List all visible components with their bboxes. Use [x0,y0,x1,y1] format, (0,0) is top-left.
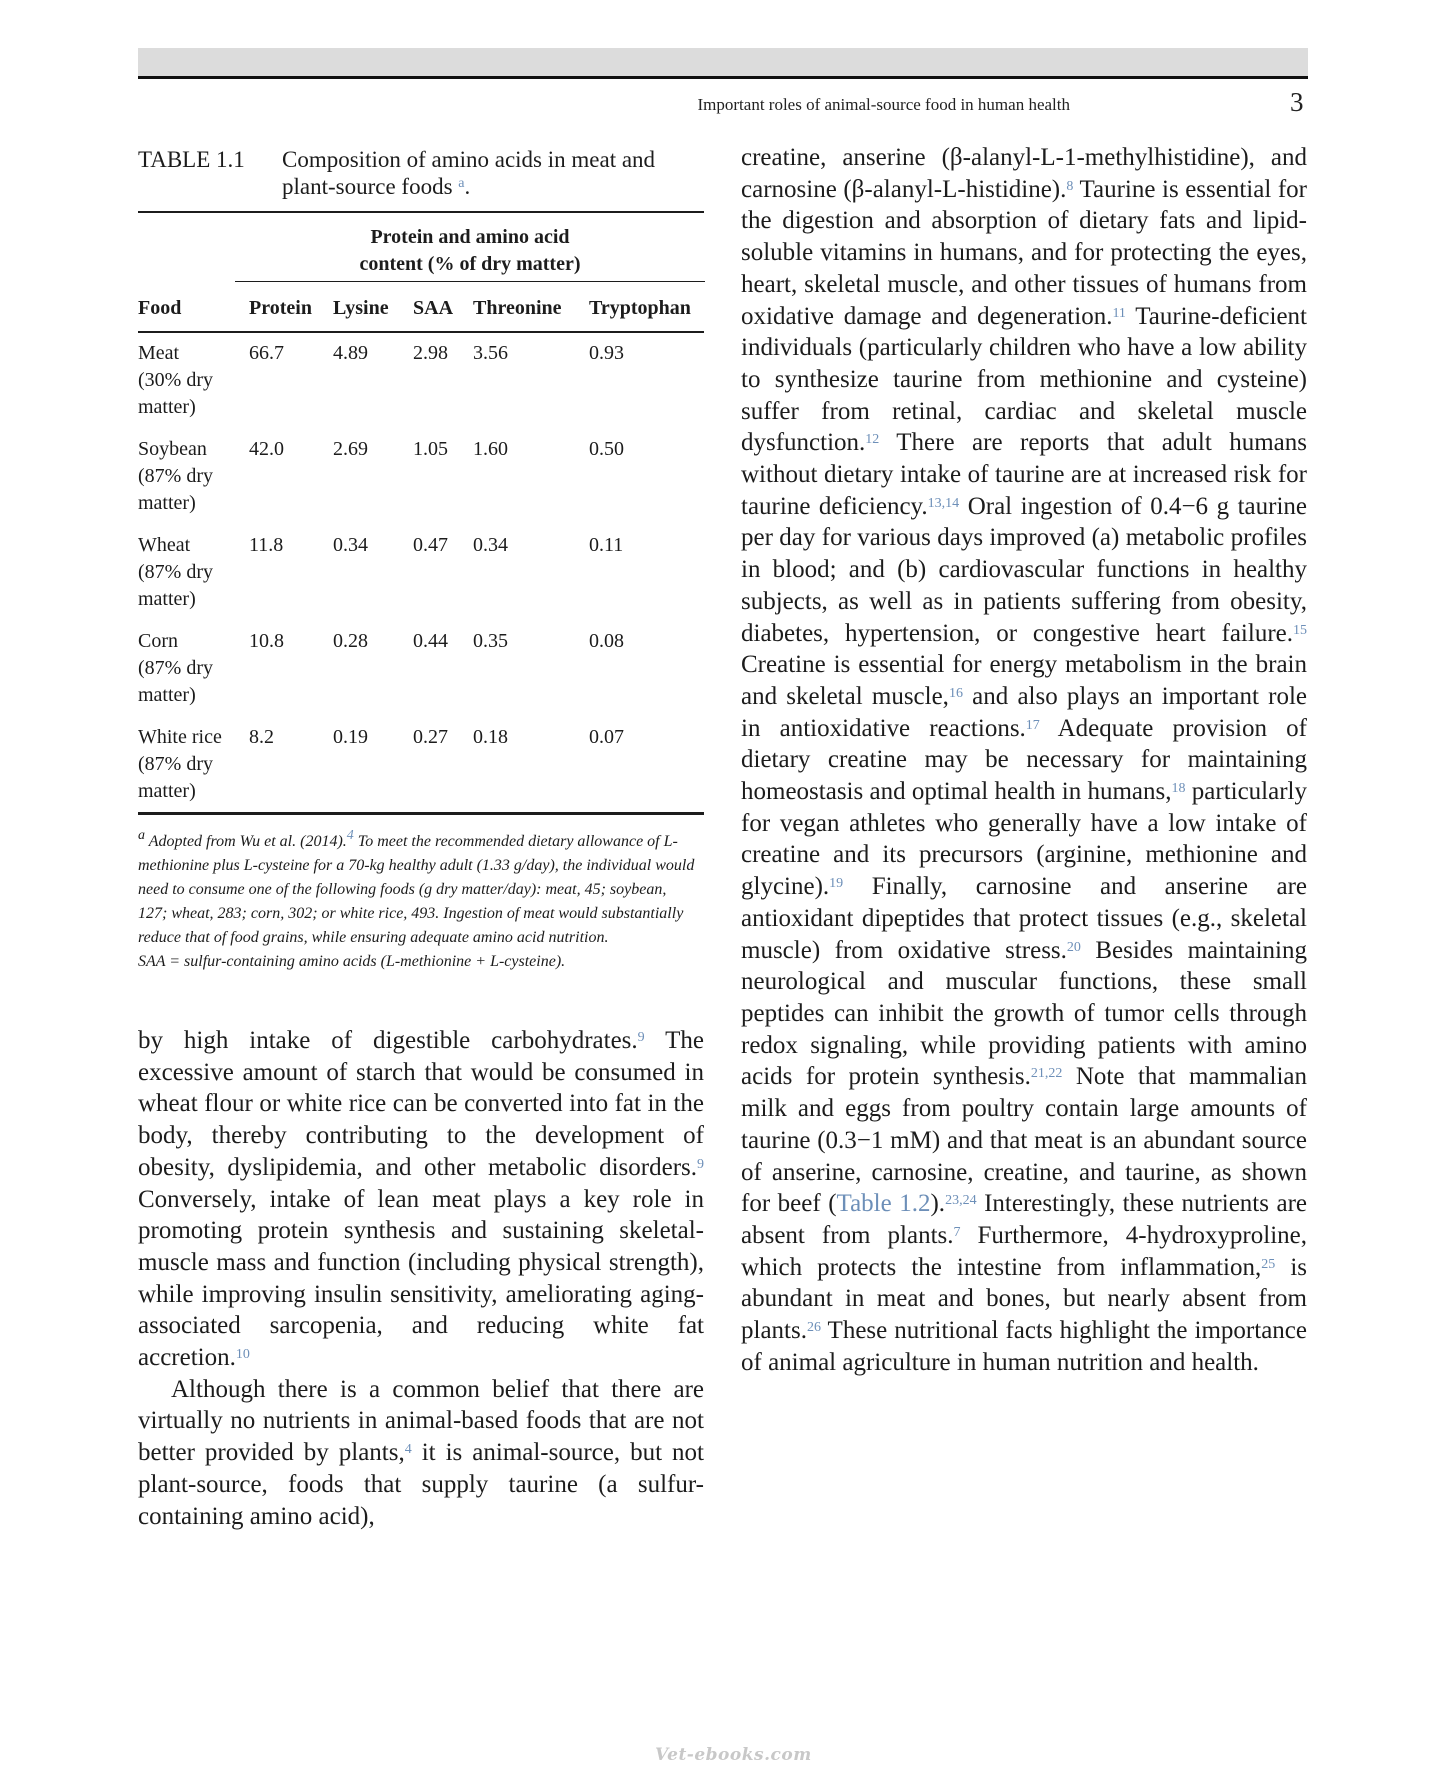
food-label-line: (87% dry [138,657,213,679]
food-label-line: White rice [138,726,222,748]
left-column-text [138,1025,704,1532]
table-row-food [138,628,238,709]
running-head: Important roles of animal-source food in human health [697,95,1070,114]
paragraph: by high intake of digestible carbohydrates.$^9$ The excessive amount of starch that would be consumed in wheat flour or white rice can be converted into fat in the body, thereby contributing to the development of obesity, dyslipidemia, and other metabolic disorders.$^9$ Conversely, intake of lean meat plays a key role in promoting protein synthesis and sustaining skeletal-muscle mass and function (including physical strength), while improving insulin sensitivity, ameliorating aging-associated sarcopenia, and reducing white fat accretion.$^{10}$ [138,1027,704,1372]
table-cell: 2.69 [333,438,368,460]
paragraph: Although there is a common belief that there are virtually no nutrients in animal-based foods that are not better provided by plants,$^4$ it is animal-source, but not plant-source, foods that supply taurine (a sulfur-containing amino acid), [138,1375,705,1530]
food-label-line: Corn [138,630,178,652]
table-cell: 0.47 [413,534,448,556]
table-row-food [138,724,238,805]
col-header-threonine: Threonine [473,297,562,319]
table-cell: 0.34 [333,534,368,556]
table-row-food [138,436,238,517]
table-top-rule [138,211,704,213]
col-header-protein: Protein [249,297,312,319]
table-cell: 2.98 [413,342,448,364]
food-label-line: (30% dry [138,369,213,391]
table-cell: 0.34 [473,534,508,556]
col-header-saa: SAA [413,297,454,319]
table-cell: 0.50 [589,438,624,460]
table-footnote: $^a$ Adopted from Wu et al. (2014).$^4$ To meet the recommended dietary allowance of L-methionine plus L-cysteine for a 70-kg healthy adult (1.33 g/day), the individual would need to consume one of the following foods (g dry matter/day): meat, 45; soybean, 127; wheat, 283; corn, 302; or white rice, 493. Ingestion of meat would substantially reduce that of food grains, while ensuring adequate amino acid nutrition. SAA = sulfur-containing amino acids (L-methionine + L-cysteine). [138,830,698,974]
food-label-line: (87% dry [138,753,213,775]
right-column-text [741,142,1307,1378]
footnote-saa: SAA = sulfur-containing amino acids (L-methionine + L-cysteine). [138,953,566,970]
table-cell: 1.05 [413,438,448,460]
table-cell: 11.8 [249,534,284,556]
table-cell: 1.60 [473,438,508,460]
food-label-line: Meat [138,342,180,364]
table-title: Composition of amino acids in meat and plant-source foods $^a$. [282,147,656,199]
paragraph: creatine, anserine (β-alanyl-L-1-methylhistidine), and carnosine (β-alanyl-L-histidine).$^8$ Taurine is essential for the digestion and absorption of dietary fats and lipid-soluble vitamins in humans, and for protecting the eyes, heart, skeletal muscle, and other tissues of humans from oxidative damage and degeneration.$^{11}$ Taurine-deficient individuals (particularly children who have a low ability to synthesize taurine from methionine and cysteine) suffer from retinal, cardiac and skeletal muscle dysfunction.$^{12}$ There are reports that adult humans without dietary intake of taurine are at increased risk for taurine deficiency.$^{13,14}$ Oral ingestion of 0.4−6 g taurine per day for various days improved (a) metabolic profiles in blood; and (b) cardiovascular functions in healthy subjects, as well as in patients suffering from obesity, diabetes, hypertension, or congestive heart failure.$^{15}$ Creatine is essential for energy metabolism in the brain and skeletal muscle,$^{16}$ and also plays an important role in antioxidative reactions.$^{17}$ Adequate provision of dietary creatine may be necessary for maintaining homeostasis and optimal health in humans,$^{18}$ particularly for vegan athletes who generally have a low intake of creatine and its precursors (arginine, methionine and glycine).$^{19}$ Finally, carnosine and anserine are antioxidant dipeptides that protect tissues (e.g., skeletal muscle) from oxidative stress.$^{20}$ Besides maintaining neurological and muscular functions, these small peptides can inhibit the growth of tumor cells through redox signaling, while providing patients with amino acids for protein synthesis.$^{21,22}$ Note that mammalian milk and eggs from poultry contain large amounts of taurine (0.3−1 mM) and that meat is an abundant source of anserine, carnosine, creatine, and taurine, as shown for beef (Table 1.2).$^{23,24}$ Interestingly, these nutrients are absent from plants.$^7$ Furthermore, 4-hydroxyproline, which protects the intestine from inflammation,$^{25}$ is abundant in meat and bones, but nearly absent from plants.$^{26}$ These nutritional facts highlight the importance of animal agriculture in human nutrition and health. [741,144,1308,1376]
food-label-line: matter) [138,492,196,514]
table-group-rule [235,281,705,282]
table-cell: 0.08 [589,630,624,652]
table-cell: 0.35 [473,630,508,652]
page-number: 3 [1290,87,1304,117]
col-header-lysine: Lysine [333,297,389,319]
table-cell: 42.0 [249,438,284,460]
food-label-line: matter) [138,396,196,418]
food-label-line: matter) [138,780,196,802]
table-cell: 0.18 [473,726,508,748]
table-bottom-rule [138,812,704,815]
table-cell: 0.27 [413,726,448,748]
table-cell: 0.28 [333,630,368,652]
table-group-header: Protein and amino acid content (% of dry matter) [359,226,581,275]
col-header-food: Food [138,297,182,319]
food-label-line: Wheat [138,534,191,556]
food-label-line: Soybean [138,438,207,460]
table-cell: 0.07 [589,726,624,748]
table-cell: 10.8 [249,630,284,652]
table-header-rule [138,331,704,333]
table-cell: 0.44 [413,630,448,652]
header-bar [138,48,1308,79]
table-cell: 0.19 [333,726,368,748]
food-label-line: (87% dry [138,465,213,487]
table-row-food [138,532,238,613]
watermark-logo: Vet-ebooks.com [655,1745,812,1765]
food-label-line: (87% dry [138,561,213,583]
table-cell: 8.2 [249,726,274,748]
table-label: TABLE 1.1 [138,147,245,172]
table-cell: 0.11 [589,534,624,556]
table-cell: 66.7 [249,342,284,364]
table-link[interactable]: Table 1.2 [836,1190,931,1218]
table-cell: 3.56 [473,342,508,364]
table-cell: 0.93 [589,342,624,364]
table-cell: 4.89 [333,342,368,364]
col-header-tryptophan: Tryptophan [589,297,691,319]
food-label-line: matter) [138,684,196,706]
table-row-food [138,340,238,421]
food-label-line: matter) [138,588,196,610]
